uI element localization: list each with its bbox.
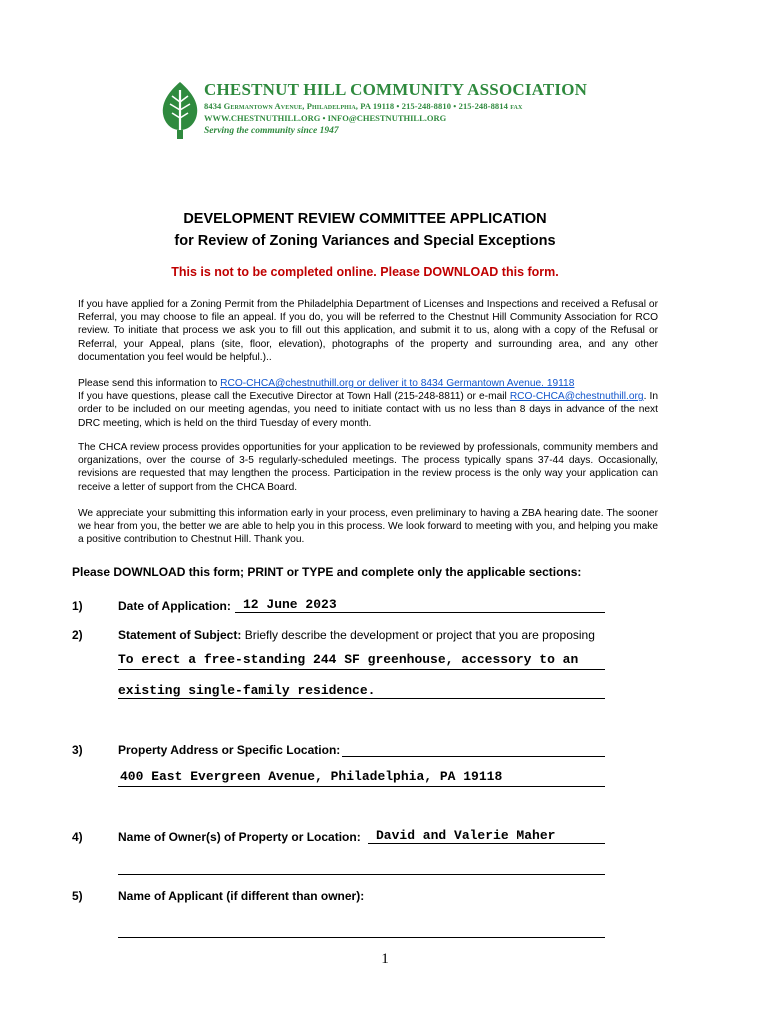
address-field-line1[interactable] <box>342 756 605 757</box>
address-field-line2[interactable] <box>118 786 605 787</box>
subject-value-line1: To erect a free-standing 244 SF greenhouse, accessory to an <box>118 652 579 667</box>
item-number-2: 2) <box>72 628 83 642</box>
org-address: 8434 Germantown Avenue, Philadelphia, PA 19118 • 215-248-8810 • 215-248-8814 fax <box>204 101 523 111</box>
item-number-3: 3) <box>72 743 83 757</box>
owner-value: David and Valerie Maher <box>376 828 556 843</box>
appreciation-paragraph: We appreciate your submitting this information early in your process, even preliminary to having a ZBA hearing date. The sooner we hear from you, the better we are able to help you in this process. We look forward to meeting with you, and helping you make a positive contribution to Chestnut Hill. Thank you. <box>78 508 658 546</box>
item-label-date: Date of Application: <box>118 599 231 613</box>
item-label-owner: Name of Owner(s) of Property or Location: <box>118 830 361 844</box>
document-subtitle: for Review of Zoning Variances and Special Exceptions <box>174 233 556 249</box>
org-tagline: Serving the community since 1947 <box>204 126 339 136</box>
item-label-address: Property Address or Specific Location: <box>118 743 341 757</box>
document-title: DEVELOPMENT REVIEW COMMITTEE APPLICATION <box>183 211 547 227</box>
subject-value-line2: existing single-family residence. <box>118 683 376 698</box>
email-link-2[interactable]: RCO-CHCA@chestnuthill.org <box>509 391 644 403</box>
org-name: CHESTNUT HILL COMMUNITY ASSOCIATION <box>204 80 588 99</box>
contact-text-3: . In order to be included on our meeting agendas, you need to initiate contact with us no less than 8 days in advance of the next DRC meeting, which is held on the third Tuesday of every month. <box>78 391 658 429</box>
contact-text-1: Please send this information to <box>78 378 221 389</box>
owner-field-line1[interactable] <box>368 843 605 844</box>
owner-field-line2[interactable] <box>118 874 605 875</box>
item-number-1: 1) <box>72 599 83 613</box>
page-number: 1 <box>381 951 389 967</box>
contact-paragraph <box>78 377 658 430</box>
subject-field-line2[interactable] <box>118 698 605 699</box>
date-value: 12 June 2023 <box>243 597 337 612</box>
date-field[interactable] <box>235 612 605 613</box>
address-value: 400 East Evergreen Avenue, Philadelphia, PA 19118 <box>120 769 503 784</box>
contact-text-2: If you have questions, please call the Executive Director at Town Hall (215-248-8811) or e-mail <box>78 391 510 403</box>
item-number-5: 5) <box>72 889 83 903</box>
item-label-applicant: Name of Applicant (if different than owner): <box>118 889 365 903</box>
intro-paragraph: If you have applied for a Zoning Permit from the Philadelphia Department of Licenses and Inspections and received a Refusal or Referral, you may choose to file an appeal. If you do, you will be referred to the Chestnut Hill Community Association for RCO review. To initiate that process we ask you to fill out this application, and submit it to us, along with a copy of the Refusal or Referral, your Appeal, plans (site, floor, elevation), photographs of the property and surrounding area, and any other documentation you feel would be helpful.).. <box>78 299 658 363</box>
applicant-field[interactable] <box>118 937 605 938</box>
subject-field-line1[interactable] <box>118 669 605 670</box>
email-link-1[interactable]: RCO-CHCA@chestnuthill.org or deliver it to 8434 Germantown Avenue. 19118 <box>220 378 575 389</box>
download-warning: This is not to be completed online. Please DOWNLOAD this form. <box>171 265 559 279</box>
item-number-4: 4) <box>72 830 83 844</box>
letterhead <box>204 80 587 138</box>
form-instructions: Please DOWNLOAD this form; PRINT or TYPE and complete only the applicable sections: <box>72 565 582 579</box>
process-paragraph: The CHCA review process provides opportunities for your application to be reviewed by professionals, community members and organizations, over the course of 3-5 regularly-scheduled meetings. The process typically spans 37-44 days. Occasionally, revisions are requested that may lengthen the process. Participation in the review process is the only way your application can receive a letter of support from the CHCA Board. <box>78 442 658 493</box>
tree-leaf-icon <box>160 80 200 140</box>
org-web: WWW.CHESTNUTHILL.ORG • INFO@CHESTNUTHILL.ORG <box>204 113 447 123</box>
item-label-subject: Statement of Subject: Briefly describe the development or project that you are proposing <box>118 628 595 642</box>
